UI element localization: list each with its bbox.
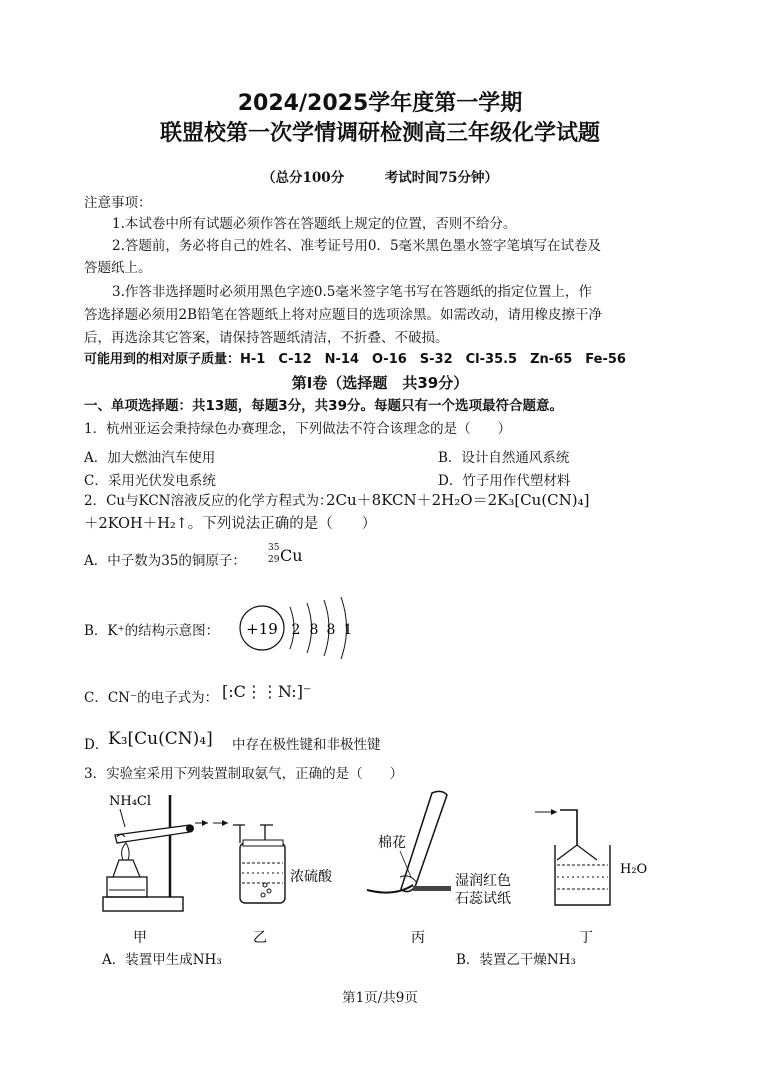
q1-option-d: D．竹子用作代塑材料	[438, 473, 571, 489]
shell-1-electrons: 2	[291, 622, 301, 638]
apparatus-jia	[103, 794, 208, 946]
q1-option-a: A．加大燃油汽车使用	[84, 450, 216, 466]
exam-title-line2: 联盟校第一次学情调研检测高三年级化学试题	[159, 121, 600, 146]
ammonia-apparatus-figure	[95, 785, 675, 950]
note-3a: 3.作答非选择题时必须用黑色字迹0.5毫米签字笔书写在答题纸的指定位置上，作	[112, 284, 592, 300]
label-conc-acid: 浓硫酸	[290, 869, 332, 885]
q2-option-d-prefix: D．	[84, 737, 109, 753]
q3-stem: 3．实验室采用下列装置制取氨气，正确的是（ ）	[84, 766, 404, 782]
label-bing: 丙	[411, 930, 425, 946]
q2-equation: 2Cu＋8KCN＋2H₂O＝2K₃[Cu(CN)₄]	[326, 491, 590, 509]
copper-nuclide	[268, 543, 308, 573]
note-2a: 2.答题前，务必将自己的姓名、准考证号用0．5毫米黑色墨水签字笔填写在试卷及	[112, 238, 602, 254]
apparatus-ding	[535, 809, 647, 946]
exam-title-line1: 2024/2025学年度第一学期	[237, 91, 523, 116]
nucleus-charge: +19	[246, 620, 278, 638]
q2-stem-b: ＋2KOH＋H₂↑。下列说法正确的是（ ）	[84, 516, 377, 532]
note-3b: 答选择题必须用2B铅笔在答题纸上将对应题目的选项涂黑。如需改动，请用橡皮擦干净	[84, 307, 603, 323]
k-ion-structure-diagram	[235, 595, 360, 665]
label-ding: 丁	[579, 930, 593, 946]
label-cotton: 棉花	[378, 835, 406, 851]
q2-option-a: A．中子数为35的铜原子：	[84, 553, 246, 569]
label-litmus-2: 石蕊试纸	[455, 891, 511, 907]
label-yi: 乙	[253, 930, 267, 946]
q3-option-a: A．装置甲生成NH₃	[102, 952, 222, 968]
exam-subtitle: （总分100分 考试时间75分钟）	[262, 170, 498, 186]
section-instruction: 一、单项选择题：共13题，每题3分，共39分。每题只有一个选项最符合题意。	[84, 398, 563, 414]
atomic-masses: 可能用到的相对原子质量：H-1 C-12 N-14 O-16 S-32 Cl-35.5 Zn-65 Fe-56	[84, 352, 626, 367]
element-symbol: Cu	[280, 546, 303, 565]
mass-number: 35	[268, 543, 280, 553]
note-3c: 后，再选涂其它答案，请保持答题纸清洁，不折叠、不破损。	[84, 330, 449, 346]
label-litmus-1: 湿润红色	[455, 873, 511, 889]
atomic-number: 29	[268, 555, 280, 565]
apparatus-yi	[213, 820, 333, 946]
q2-option-d-text: 中存在极性键和非极性键	[232, 737, 381, 753]
label-jia: 甲	[133, 930, 147, 946]
q1-option-b: B．设计自然通风系统	[438, 450, 570, 466]
shell-3-electrons: 8	[326, 622, 336, 638]
shell-4-electrons: 1	[343, 622, 353, 638]
label-water: H₂O	[620, 862, 648, 877]
note-2b: 答题纸上。	[84, 260, 152, 276]
complex-formula: K₃[Cu(CN)₄]	[108, 729, 213, 749]
q1-stem: 1．杭州亚运会秉持绿色办赛理念，下列做法不符合该理念的是（ ）	[84, 421, 512, 437]
q2-stem-a: 2．Cu与KCN溶液反应的化学方程式为：	[84, 493, 333, 509]
apparatus-bing	[367, 791, 511, 946]
page-footer: 第1页/共9页	[342, 990, 418, 1006]
q3-option-b: B．装置乙干燥NH₃	[456, 952, 576, 968]
shell-2-electrons: 8	[309, 622, 319, 638]
label-nh4cl: NH₄Cl	[109, 794, 152, 809]
q2-option-b: B．K⁺的结构示意图：	[84, 623, 220, 639]
q2-option-c: C．CN⁻的电子式为：	[84, 690, 219, 706]
cn-electron-formula: [:C⋮⋮N:]⁻	[222, 682, 312, 701]
note-1: 1.本试卷中所有试题必须作答在答题纸上规定的位置，否则不给分。	[112, 216, 517, 232]
q1-option-c: C．采用光伏发电系统	[84, 473, 216, 489]
section-title: 第Ⅰ卷（选择题 共39分）	[291, 374, 469, 392]
notes-heading: 注意事项：	[84, 195, 152, 211]
